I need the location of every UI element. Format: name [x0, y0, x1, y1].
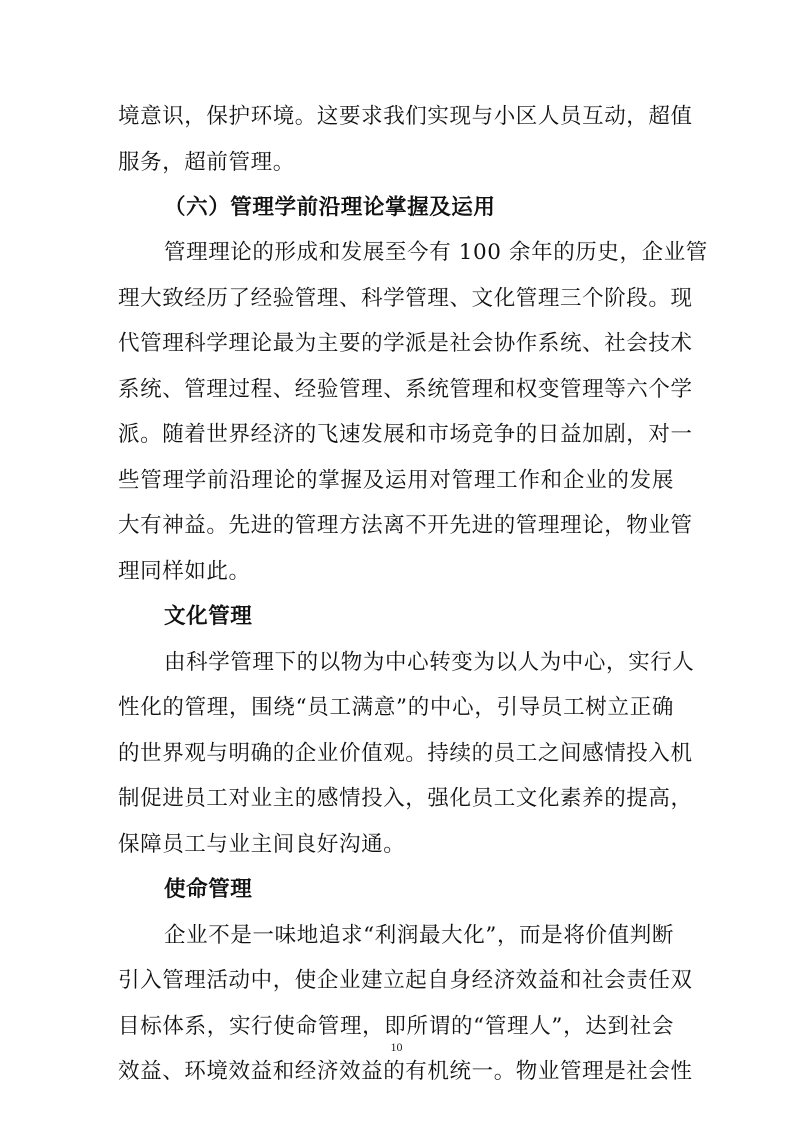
- body-text-line: 派。随着世界经济的飞速发展和市场竞争的日益加剧，对一: [118, 422, 693, 447]
- body-text-line: 制促进员工对业主的感情投入，强化员工文化素养的提高，: [118, 786, 693, 811]
- body-text-line: 些管理学前沿理论的掌握及运用对管理工作和企业的发展: [118, 468, 674, 493]
- section-heading: （六）管理学前沿理论掌握及运用: [164, 195, 496, 220]
- page-number: 10: [390, 1040, 403, 1054]
- body-text-line: 目标体系，实行使命管理，即所谓的“管理人”，达到社会: [118, 1014, 674, 1039]
- body-text-line: 服务，超前管理。: [118, 150, 295, 175]
- body-text-line: 管理理论的形成和发展至今有 100 余年的历史，企业管: [164, 240, 708, 265]
- body-text-line: 系统、管理过程、经验管理、系统管理和权变管理等六个学: [118, 377, 693, 402]
- body-text-line: 理大致经历了经验管理、科学管理、文化管理三个阶段。现: [118, 286, 693, 311]
- body-text-line: 理同样如此。: [118, 559, 251, 584]
- body-text-line: 性化的管理，围绕“员工满意”的中心，引导员工树立正确: [118, 695, 674, 720]
- body-text-line: 保障员工与业主间良好沟通。: [118, 832, 406, 857]
- body-text-line: 大有神益。先进的管理方法离不开先进的管理理论，物业管: [118, 513, 693, 538]
- body-text-line: 由科学管理下的以物为中心转变为以人为中心，实行人: [164, 650, 695, 675]
- body-text-line: 引入管理活动中，使企业建立起自身经济效益和社会责任双: [118, 968, 693, 993]
- body-text-line: 效益、环境效益和经济效益的有机统一。物业管理是社会性: [118, 1059, 693, 1084]
- body-text-line: 境意识，保护环境。这要求我们实现与小区人员互动，超值: [118, 104, 693, 129]
- subsection-heading: 文化管理: [164, 604, 253, 629]
- body-text-line: 代管理科学理论最为主要的学派是社会协作系统、社会技术: [118, 331, 693, 356]
- body-text-line: 的世界观与明确的企业价值观。持续的员工之间感情投入机: [118, 741, 693, 766]
- subsection-heading: 使命管理: [164, 877, 253, 902]
- body-text-line: 企业不是一味地追求“利润最大化”，而是将价值判断: [164, 923, 674, 948]
